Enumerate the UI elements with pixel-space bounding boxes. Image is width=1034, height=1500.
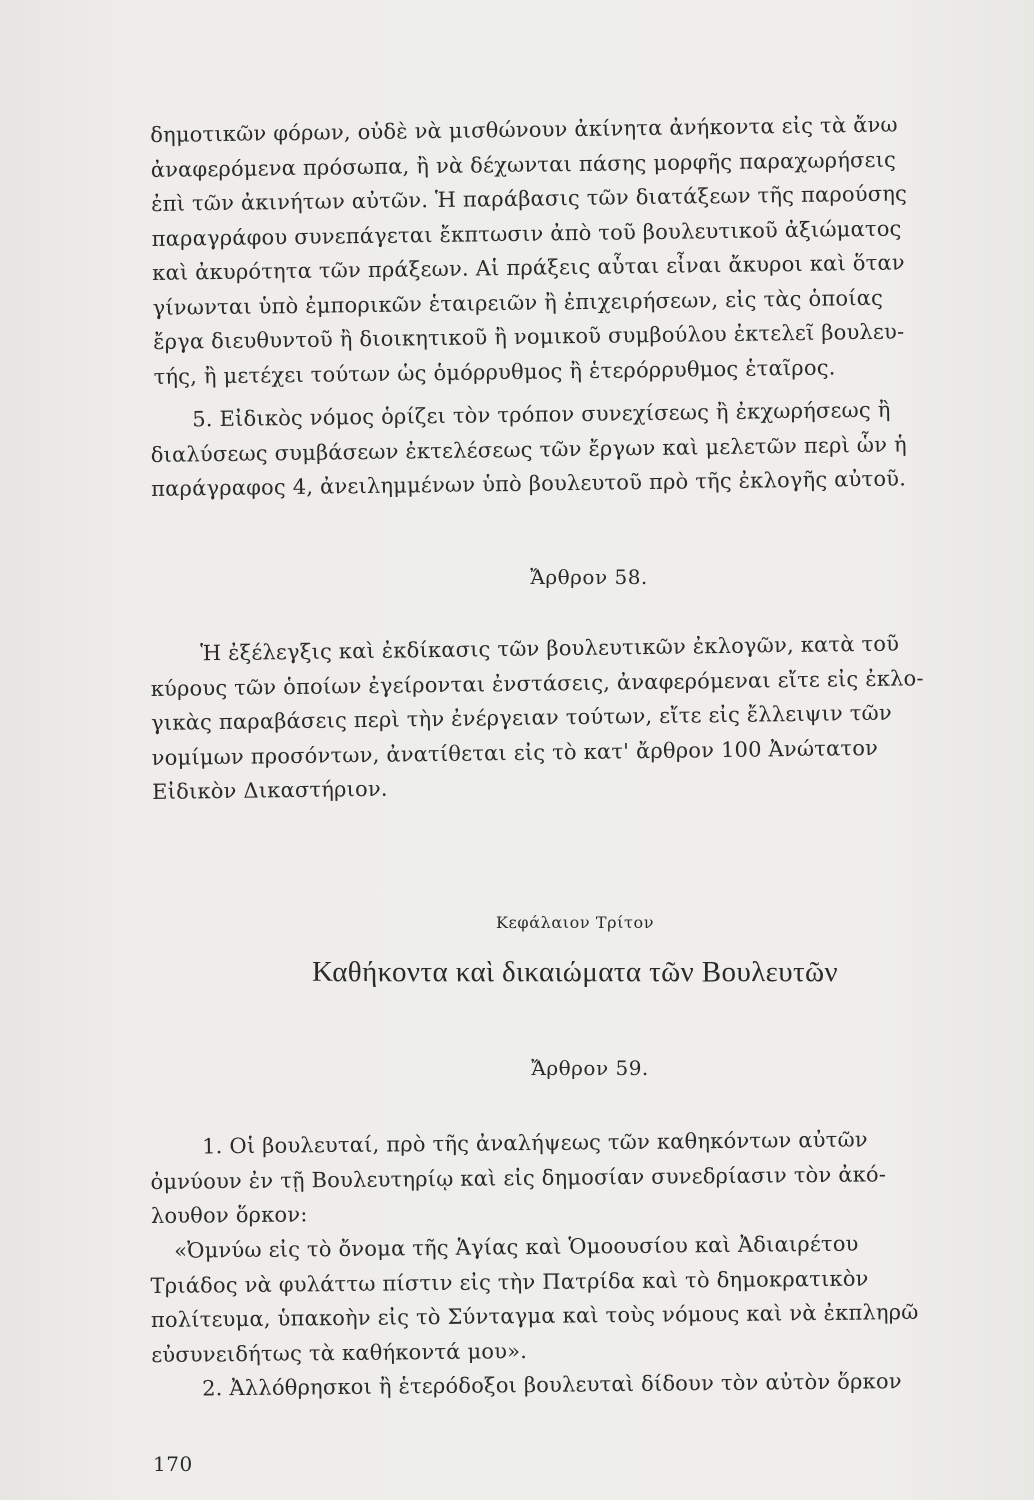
article-59-paragraph-1 [150,1121,981,1233]
text-line: ἐπὶ τῶν ἀκινήτων αὐτῶν. Ἡ παράβασις τῶν διατάξεων τῆς παρούσης [151,181,908,216]
oath-text [150,1225,981,1372]
text-line: λουθον ὅρκον: [150,1202,308,1228]
text-line: κύρους τῶν ὁποίων ἐγείρονται ἐνστάσεις, ἀναφερόμεναι εἴτε εἰς ἐκλο- [150,665,924,701]
text-line: ἔργα διευθυντοῦ ἢ διοικητικοῦ ἢ νομικοῦ συμβούλου ἐκτελεῖ βουλευ- [152,319,905,354]
text-line: ὀμνύουν ἐν τῇ Βουλευτηρίῳ καὶ εἰς δημοσίαν συνεδρίασιν τὸν ἀκό- [150,1161,887,1194]
text-line: τής, ἢ μετέχει τούτων ὡς ὁμόρρυθμος ἢ ἑτερόρρυθμος ἑταῖρος. [153,354,836,389]
text-line: δημοτικῶν φόρων, οὐδὲ νὰ μισθώνουν ἀκίνητα ἀνήκοντα εἰς τὰ ἄνω [150,112,898,147]
text-line: παραγράφου συνεπάγεται ἔκπτωσιν ἀπὸ τοῦ βουλευτικοῦ ἀξιώματος [151,216,902,251]
continuation-paragraph [150,106,984,394]
text-line: καὶ ἀκυρότητα τῶν πράξεων. Αἱ πράξεις αὗται εἶναι ἄκυροι καὶ ὅταν [151,250,905,285]
text-line: ἀναφερόμενα πρόσωπα, ἢ νὰ δέχωνται πάσης μορφῆς παραχωρήσεις [150,147,897,182]
text-line: γίνωνται ὑπὸ ἐμπορικῶν ἑταιρειῶν ἢ ἐπιχειρήσεων, εἰς τὰς ὁποίας [152,285,884,320]
paragraph-5 [150,391,981,506]
article-58-heading: Ἄρθρον 58. [530,565,648,589]
text-line: «Ὀμνύω εἰς τὸ ὄνομα τῆς Ἁγίας καὶ Ὁμοουσίου καὶ Ἀδιαιρέτου [174,1231,859,1263]
text-line: 2. Ἀλλόθρησκοι ἢ ἑτερόδοξοι βουλευταὶ δίδουν τὸν αὐτὸν ὅρκον [202,1369,902,1401]
page-number: 170 [153,1452,193,1476]
text-line: Τριάδος νὰ φυλάττω πίστιν εἰς τὴν Πατρίδα καὶ τὸ δημοκρατικὸν [150,1265,869,1298]
text-line: νομίμων προσόντων, ἀνατίθεται εἰς τὸ κατ' ἄρθρον 100 Ἀνώτατον [151,735,879,770]
text-line: εὐσυνειδήτως τὰ καθήκοντά μου». [151,1338,528,1367]
text-line: παράγραφος 4, ἀνειλημμένων ὑπὸ βουλευτοῦ πρὸ τῆς ἐκλογῆς αὐτοῦ. [151,466,907,501]
article-59-heading: Ἄρθρον 59. [531,1056,649,1080]
chapter-title: Καθήκοντα καὶ δικαιώματα τῶν Βουλευτῶν [311,956,839,988]
text-line: 1. Οἱ βουλευταί, πρὸ τῆς ἀναλήψεως τῶν καθηκόντων αὐτῶν [202,1127,868,1159]
text-line: γικὰς παραβάσεις περὶ τὴν ἐνέργειαν τούτων, εἴτε εἰς ἔλλειψιν τῶν [151,700,893,735]
text-line: διαλύσεως συμβάσεων ἐκτελέσεως τῶν ἔργων καὶ μελετῶν περὶ ὧν ἡ [150,431,907,467]
text-line: Ἡ ἐξέλεγξις καὶ ἐκδίκασις τῶν βουλευτικῶν ἐκλογῶν, κατὰ τοῦ [200,631,900,666]
text-line: Εἰδικὸν Δικαστήριον. [151,776,388,804]
article-59-paragraph-2 [150,1363,980,1406]
chapter-label: Κεφάλαιον Τρίτον [495,913,655,932]
text-line: 5. Εἰδικὸς νόμος ὁρίζει τὸν τρόπον συνεχίσεως ἢ ἐκχωρήσεως ἢ [192,397,891,432]
text-line: πολίτευμα, ὑπακοὴν εἰς τὸ Σύνταγμα καὶ τοὺς νόμους καὶ νὰ ἐκπληρῶ [150,1299,919,1332]
article-58-text [150,625,982,809]
